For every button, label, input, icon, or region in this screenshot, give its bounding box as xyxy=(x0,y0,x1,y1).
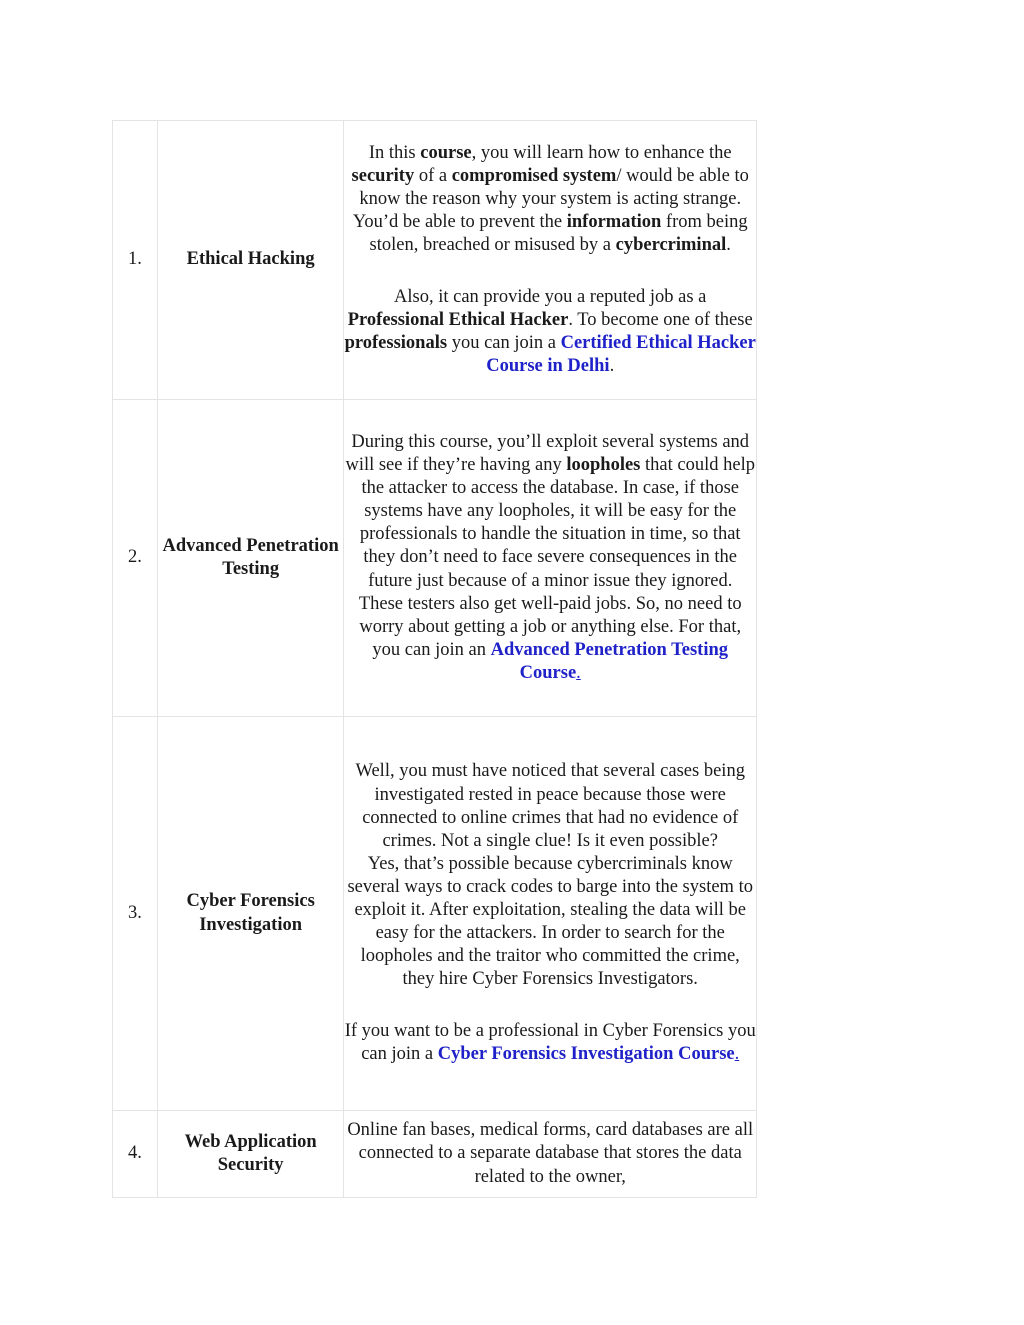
description-paragraph: During this course, you’ll exploit several systems and will see if they’re having any loopholes that could help the attacker to access the database. In case, if those systems have any loopholes, it will be easy for the professionals to handle the situation in time, so that they don’t need to face severe consequences in the future just because of a minor issue they ignored. xyxy=(345,431,755,591)
course-link-period[interactable]: . xyxy=(734,1044,740,1065)
course-link-period[interactable]: . xyxy=(576,662,581,683)
course-title: Web Application Security xyxy=(157,1111,344,1198)
course-title: Cyber Forensics Investigation xyxy=(157,717,344,1111)
description-paragraph: In this course, you will learn how to enhance the security of a compromised system/ would be able to know the reason why your system is acting strange. You’d be able to prevent the information from being stolen, breached or misused by a cybercriminal. xyxy=(351,142,749,255)
course-description xyxy=(344,400,757,717)
description-paragraph: If you want to be a professional in Cyber Forensics you can join a Cyber Forensics Investigation Course. xyxy=(344,1021,756,1065)
description-paragraph: Also, it can provide you a reputed job as a Professional Ethical Hacker. To become one of these professionals you can join a Certified Ethical Hacker Course in Delhi. xyxy=(344,287,756,377)
course-link[interactable]: Cyber Forensics Investigation Course xyxy=(437,1044,735,1065)
course-title: Advanced Penetration Testing xyxy=(157,400,344,717)
row-number: 4. xyxy=(113,1111,158,1198)
table-row xyxy=(113,1111,757,1198)
course-description xyxy=(344,1111,757,1198)
course-link[interactable]: Certified Ethical Hacker Course in Delhi xyxy=(486,333,756,377)
course-link[interactable]: Advanced Penetration Testing Course xyxy=(490,639,729,683)
description-paragraph: Well, you must have noticed that several cases being investigated rested in peace because those were connected to online crimes that had no evidence of crimes. Not a single clue! Is it even possible? xyxy=(355,761,745,851)
description-paragraph: These testers also get well-paid jobs. So, no need to worry about getting a job or anything else. For that, you can join an Advanced Penetration Testing Course. xyxy=(358,593,742,683)
table-row xyxy=(113,717,757,1111)
course-description xyxy=(344,717,757,1111)
row-number: 2. xyxy=(113,400,158,717)
table-row xyxy=(113,400,757,717)
row-number: 3. xyxy=(113,717,158,1111)
table-row xyxy=(113,121,757,400)
description-paragraph: Yes, that’s possible because cybercriminals know several ways to crack codes to barge into the system to exploit it. After exploitation, stealing the data will be easy for the attackers. In order to search for the loopholes and the traitor who committed the crime, they hire Cyber Forensics Investigators. xyxy=(347,853,753,990)
course-title: Ethical Hacking xyxy=(157,121,344,400)
row-number: 1. xyxy=(113,121,158,400)
course-description xyxy=(344,121,757,400)
description-paragraph: Online fan bases, medical forms, card databases are all connected to a separate database that stores the data related to the owner, xyxy=(347,1120,754,1187)
courses-table xyxy=(112,120,757,1198)
